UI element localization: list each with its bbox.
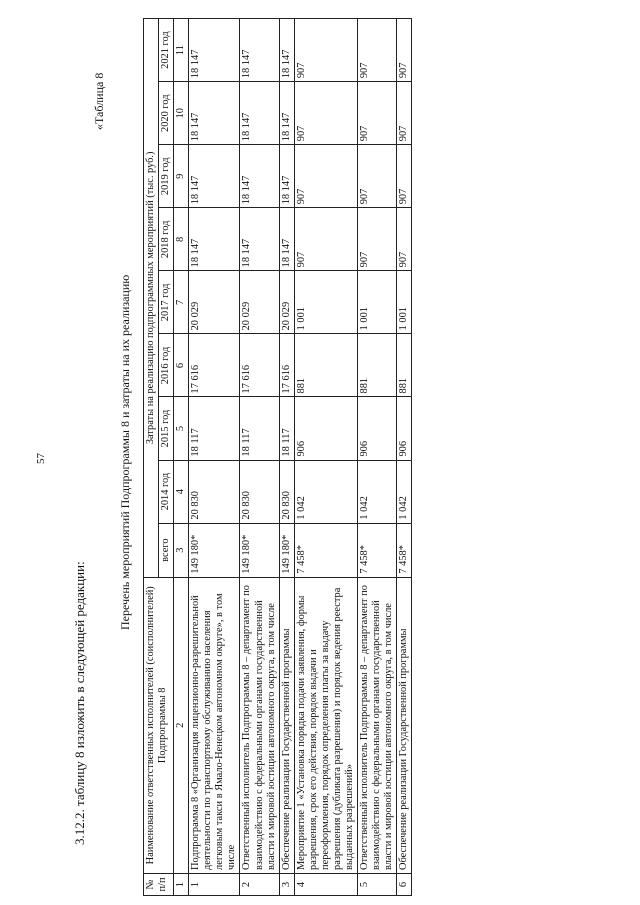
value-2021: 18 147 <box>189 19 240 82</box>
value-2021: 18 147 <box>279 19 294 82</box>
value-2014: 20 830 <box>189 460 240 523</box>
index-cell: 3 <box>174 523 189 577</box>
value-2019: 907 <box>294 145 357 208</box>
value-2020: 18 147 <box>279 82 294 145</box>
header-costs: Затраты на реализацию подпрограммных мероприятий (тыс. руб.) <box>144 19 159 578</box>
page-number: 57 <box>35 453 47 464</box>
value-2015: 906 <box>397 397 412 460</box>
index-cell: 8 <box>174 208 189 271</box>
value-2016: 17 616 <box>189 334 240 397</box>
index-cell: 5 <box>174 397 189 460</box>
value-2015: 18 117 <box>240 397 279 460</box>
header-year: 2021 год <box>159 19 174 82</box>
value-2021: 907 <box>358 19 397 82</box>
table-row <box>294 19 357 896</box>
value-2015: 18 117 <box>189 397 240 460</box>
value-2021: 18 147 <box>240 19 279 82</box>
value-2016: 17 616 <box>279 334 294 397</box>
index-cell: 2 <box>174 577 189 873</box>
value-2018: 907 <box>358 208 397 271</box>
table-body <box>189 19 412 896</box>
value-2015: 906 <box>294 397 357 460</box>
header-year: 2014 год <box>159 460 174 523</box>
value-2020: 18 147 <box>240 82 279 145</box>
row-name: Обеспечение реализации Государственной программы <box>279 577 294 873</box>
value-2020: 907 <box>358 82 397 145</box>
row-num: 4 <box>294 873 357 895</box>
value-2019: 18 147 <box>189 145 240 208</box>
value-2020: 907 <box>294 82 357 145</box>
value-total: 7 458* <box>294 523 357 577</box>
index-cell: 9 <box>174 145 189 208</box>
value-2017: 1 001 <box>397 271 412 334</box>
table-row <box>397 19 412 896</box>
value-2016: 17 616 <box>240 334 279 397</box>
value-2020: 18 147 <box>189 82 240 145</box>
index-cell: 6 <box>174 334 189 397</box>
row-num: 3 <box>279 873 294 895</box>
value-total: 149 180* <box>189 523 240 577</box>
value-2017: 20 029 <box>240 271 279 334</box>
index-cell: 10 <box>174 82 189 145</box>
index-cell: 11 <box>174 19 189 82</box>
row-name: Ответственный исполнитель Подпрограммы 8 – департамент по взаимодействию с федеральными органами государственной власти и мировой юстиции автономного округа, в том числе <box>240 577 279 873</box>
row-name: Мероприятие 1 «Установка порядка подачи заявления, формы разрешения, срок его действия, порядок выдачи и переоформления, порядок определения платы за выдачу разрешения (дубликата разрешения) и порядок ведения реестра выданных разрешений» <box>294 577 357 873</box>
index-cell: 7 <box>174 271 189 334</box>
value-2015: 906 <box>358 397 397 460</box>
value-2018: 907 <box>397 208 412 271</box>
header-year: 2017 год <box>159 271 174 334</box>
row-num: 2 <box>240 873 279 895</box>
value-total: 7 458* <box>358 523 397 577</box>
header-year: 2018 год <box>159 208 174 271</box>
value-2020: 907 <box>397 82 412 145</box>
table-row <box>279 19 294 896</box>
row-num: 6 <box>397 873 412 895</box>
row-num: 5 <box>358 873 397 895</box>
value-total: 149 180* <box>279 523 294 577</box>
intro-text: 3.12.2. таблицу 8 изложить в следующей редакции: <box>72 561 87 845</box>
value-2014: 1 042 <box>294 460 357 523</box>
value-2018: 18 147 <box>279 208 294 271</box>
table-caption: Перечень мероприятий Подпрограммы 8 и затраты на их реализацию <box>118 274 132 630</box>
table-row <box>358 19 397 896</box>
row-name: Ответственный исполнитель Подпрограммы 8 – департамент по взаимодействию с федеральными органами государственной власти и мировой юстиции автономного округа, в том числе <box>358 577 397 873</box>
value-2016: 881 <box>294 334 357 397</box>
value-2018: 907 <box>294 208 357 271</box>
value-2017: 1 001 <box>358 271 397 334</box>
value-2017: 20 029 <box>279 271 294 334</box>
table-row <box>240 19 279 896</box>
value-2017: 1 001 <box>294 271 357 334</box>
value-2019: 907 <box>397 145 412 208</box>
value-2016: 881 <box>397 334 412 397</box>
header-year: 2020 год <box>159 82 174 145</box>
header-num: № п/п <box>144 873 174 895</box>
value-2017: 20 029 <box>189 271 240 334</box>
value-2016: 881 <box>358 334 397 397</box>
value-2014: 1 042 <box>358 460 397 523</box>
costs-table <box>143 18 412 896</box>
value-2021: 907 <box>294 19 357 82</box>
header-name: Наименование ответственных исполнителей (соисполнителей) Подпрограммы 8 <box>144 577 174 873</box>
value-2018: 18 147 <box>189 208 240 271</box>
row-num: 1 <box>189 873 240 895</box>
header-year: 2015 год <box>159 397 174 460</box>
row-name: Обеспечение реализации Государственной программы <box>397 577 412 873</box>
row-name: Подпрограмма 8 «Организация лицензионно-разрешительной деятельности по транспортному обслуживанию населения легковым такси в Ямало-Ненецком автономном округе», в том числе <box>189 577 240 873</box>
table-row <box>189 19 240 896</box>
header-year: 2019 год <box>159 145 174 208</box>
value-2014: 20 830 <box>279 460 294 523</box>
value-2014: 20 830 <box>240 460 279 523</box>
index-cell: 1 <box>174 873 189 895</box>
value-2014: 1 042 <box>397 460 412 523</box>
header-total: всего <box>159 523 174 577</box>
value-2019: 18 147 <box>279 145 294 208</box>
value-total: 7 458* <box>397 523 412 577</box>
value-2019: 18 147 <box>240 145 279 208</box>
header-year: 2016 год <box>159 334 174 397</box>
value-2015: 18 117 <box>279 397 294 460</box>
value-2021: 907 <box>397 19 412 82</box>
index-cell: 4 <box>174 460 189 523</box>
value-2018: 18 147 <box>240 208 279 271</box>
value-total: 149 180* <box>240 523 279 577</box>
table-label: «Таблица 8 <box>92 72 106 130</box>
value-2019: 907 <box>358 145 397 208</box>
